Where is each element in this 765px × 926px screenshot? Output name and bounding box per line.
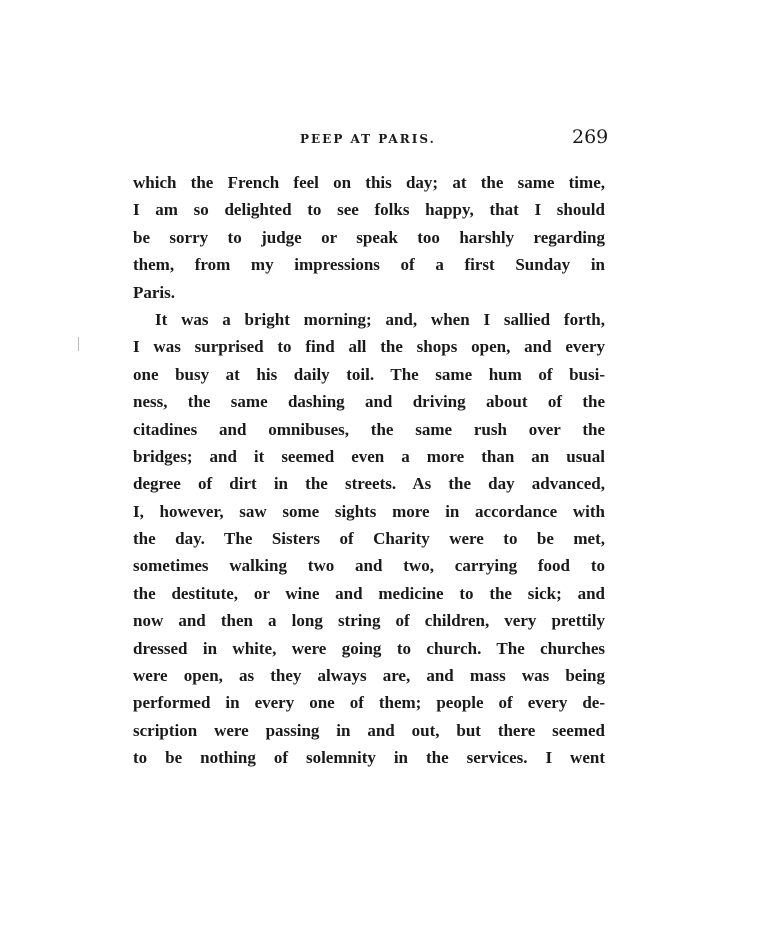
body-text: [133, 169, 605, 772]
text-line: ness, the same dashing and driving about of the: [133, 392, 605, 412]
text-line: Paris.: [133, 282, 176, 302]
text-line: which the French feel on this day; at the same time,: [133, 173, 605, 192]
text-line: the day. The Sisters of Charity were to be met,: [133, 529, 605, 549]
text-line: the destitute, or wine and medicine to the sick; and: [133, 583, 605, 603]
margin-mark: [78, 337, 79, 351]
text-line: I was surprised to find all the shops open, and every: [133, 337, 605, 357]
page-number: 269: [572, 126, 609, 148]
text-line: performed in every one of them; people of every de-: [133, 693, 605, 713]
text-line: bridges; and it seemed even a more than an usual: [133, 446, 605, 466]
text-line: them, from my impressions of a first Sunday in: [133, 255, 605, 275]
text-line: It was a bright morning; and, when I sallied forth,: [155, 309, 605, 329]
text-line: sometimes walking two and two, carrying food to: [133, 556, 605, 576]
text-line: to be nothing of solemnity in the services. I went: [133, 748, 605, 768]
running-title: PEEP AT PARIS.: [300, 132, 436, 146]
text-line: be sorry to judge or speak too harshly regarding: [133, 227, 605, 247]
text-line: one busy at his daily toil. The same hum of busi-: [133, 364, 605, 384]
text-line: were open, as they always are, and mass was being: [133, 666, 605, 686]
text-line: degree of dirt in the streets. As the day advanced,: [133, 474, 605, 494]
text-line: dressed in white, were going to church. The churches: [133, 638, 605, 658]
text-line: I, however, saw some sights more in accordance with: [133, 501, 605, 521]
text-line: citadines and omnibuses, the same rush over the: [133, 419, 605, 439]
text-line: I am so delighted to see folks happy, that I should: [133, 200, 605, 220]
text-line: now and then a long string of children, very prettily: [133, 611, 605, 631]
text-line: scription were passing in and out, but there seemed: [133, 720, 605, 740]
